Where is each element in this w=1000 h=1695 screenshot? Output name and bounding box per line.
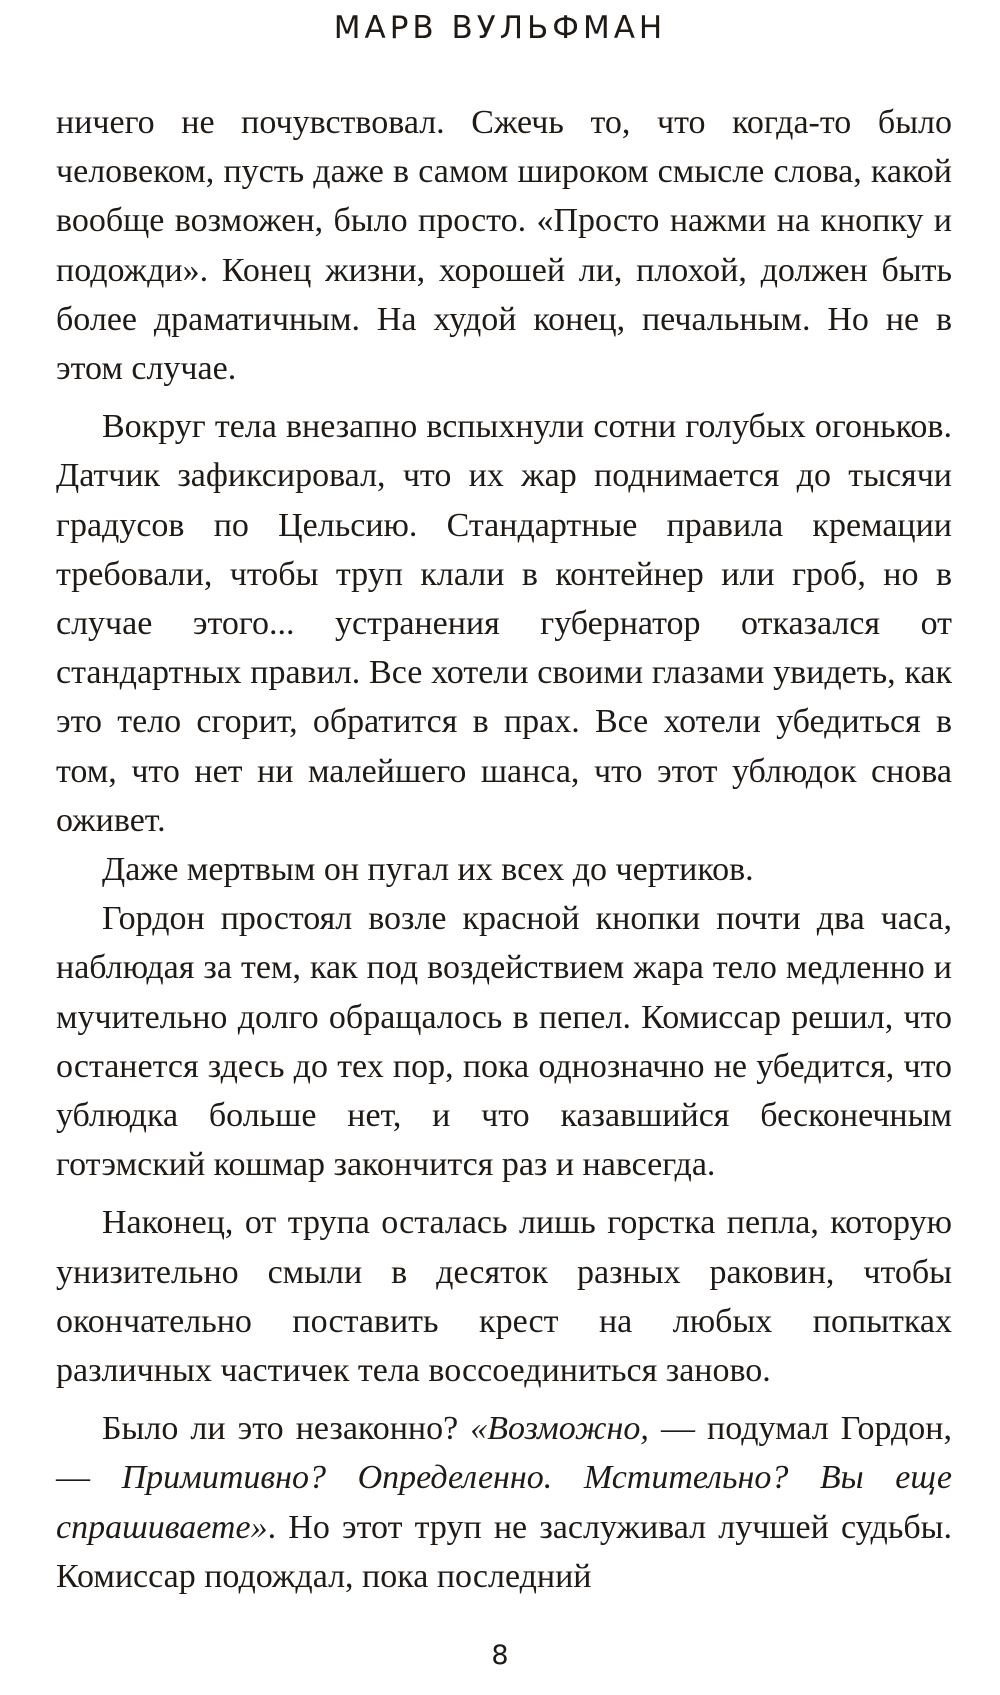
- paragraph-4: Гордон простоял возле красной кнопки почти два часа, наблюдая за тем, как под воздействием жара тело медленно и мучительно долго обращалось в пепел. Комиссар решил, что останется здесь до тех пор, пока однозначно не убедится, что ублюдка больше нет, и что казавшийся бесконечным готэмский кошмар закончится раз и навсегда.: [56, 900, 952, 1184]
- paragraph-1: ничего не почувствовал. Сжечь то, что когда-то было человеком, пусть даже в самом широком смысле слова, какой вообще возможен, было просто. «Просто нажми на кнопку и подожди». Конец жизни, хорошей ли, плохой, должен быть более драматичным. На худой конец, печальным. Но не в этом случае.: [56, 104, 952, 388]
- paragraph-6-italic-2: Примитивно? Определенно. Мстительно? Вы еще спрашиваете»: [56, 1459, 952, 1546]
- page-number: 8: [491, 1640, 509, 1671]
- paragraph-6-italic-1: «Возможно,: [470, 1410, 649, 1448]
- body-text: [56, 98, 952, 1601]
- paragraph-6: [56, 1404, 952, 1601]
- paragraph-3: Даже мертвым он пугал их всех до чертиков.: [102, 851, 754, 889]
- paragraph-6-text-2: — подумал Гордон, —: [56, 1410, 953, 1497]
- paragraph-5: Наконец, от трупа осталась лишь горстка пепла, которую унизительно смыли в десяток разных раковин, чтобы окончательно поставить крест на любых попытках различных частичек тела воссоединиться заново.: [56, 1204, 952, 1390]
- paragraph-6-text-1: Было ли это незаконно?: [102, 1410, 471, 1448]
- paragraph-6-text-3: . Но этот труп не заслуживал лучшей судьбы. Комиссар подождал, пока последний: [56, 1508, 952, 1595]
- paragraph-2: Вокруг тела внезапно вспыхнули сотни голубых огоньков. Датчик зафиксировал, что их жар поднимается до тысячи градусов по Цельсию. Стандартные правила кремации требовали, чтобы труп клали в контейнер или гроб, но в случае этого... устранения губернатор отказался от стандартных правил. Все хотели своими глазами увидеть, как это тело сгорит, обратится в прах. Все хотели убедиться в том, что нет ни малейшего шанса, что этот ублюдок снова оживет.: [56, 408, 952, 839]
- running-head: МАРВ ВУЛЬФМАН: [333, 10, 667, 46]
